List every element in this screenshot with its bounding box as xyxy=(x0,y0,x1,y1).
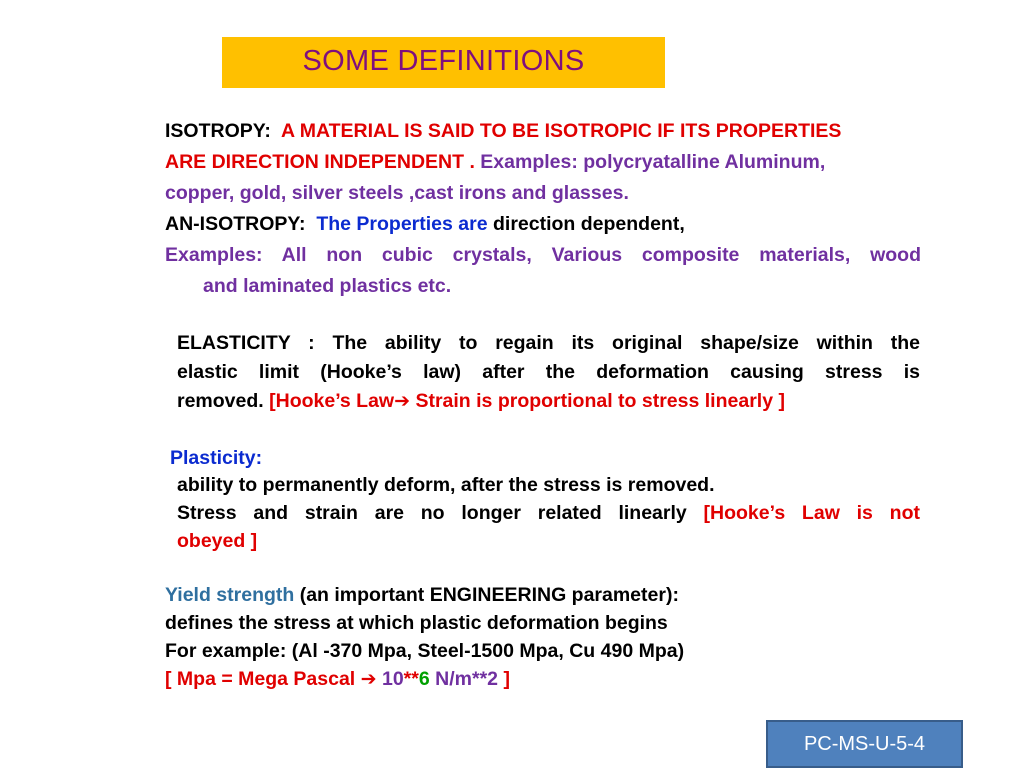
yield-line-1 xyxy=(165,581,925,609)
page-title: SOME DEFINITIONS xyxy=(302,45,585,77)
anisotropy-examples-cont: and laminated plastics etc. xyxy=(203,275,452,297)
mpa-definition-close: ] xyxy=(503,668,510,690)
slide-code-button[interactable] xyxy=(766,720,963,768)
anisotropy-term: AN-ISOTROPY: xyxy=(165,213,306,235)
yield-term-desc: (an important ENGINEERING parameter): xyxy=(299,584,679,606)
plasticity-hooke-note-cont: obeyed ] xyxy=(177,530,258,552)
isotropy-definition-cont: ARE DIRECTION INDEPENDENT . xyxy=(165,151,475,173)
elasticity-line-3 xyxy=(177,387,920,416)
right-arrow-icon: ➔ xyxy=(360,669,377,690)
plasticity-stress-strain: Stress and strain are no longer related linearly xyxy=(177,502,687,524)
power-operator: ** xyxy=(403,668,419,690)
plasticity-heading: Plasticity: xyxy=(170,447,263,469)
hookes-law-statement: Strain is proportional to stress linearly ] xyxy=(415,390,785,412)
hookes-law-label: [Hooke’s Law xyxy=(269,390,395,412)
isotropy-definition: A MATERIAL IS SAID TO BE ISOTROPIC IF ITS PROPERTIES xyxy=(280,120,842,142)
anisotropy-definition: The Properties are xyxy=(316,213,488,235)
plasticity-hooke-note: [Hooke’s Law is not xyxy=(703,502,920,524)
ten-base: 10 xyxy=(381,668,404,690)
exponent-six: 6 xyxy=(418,668,430,690)
anisotropy-line xyxy=(165,209,921,240)
isotropy-examples-cont: copper, gold, silver steels ,cast irons and glasses. xyxy=(165,182,629,204)
title-banner xyxy=(222,37,665,88)
hookes-law-note xyxy=(269,390,785,412)
elasticity-section xyxy=(177,329,920,416)
elasticity-line-2: elastic limit (Hooke’s law) after the deformation causing stress is xyxy=(177,361,920,383)
unit-n-per-m2: N/m**2 xyxy=(435,668,499,690)
anisotropy-examples: Examples: All non cubic crystals, Various composite materials, wood xyxy=(165,244,921,266)
isotropy-term: ISOTROPY: xyxy=(165,120,271,142)
isotropy-line-2 xyxy=(165,147,921,178)
elasticity-line-1: ELASTICITY : The ability to regain its original shape/size within the xyxy=(177,332,920,354)
slide-code-label: PC-MS-U-5-4 xyxy=(803,732,926,755)
isotropy-examples: Examples: polycryatalline Aluminum, xyxy=(480,151,826,173)
elasticity-removed: removed. xyxy=(177,390,264,412)
yield-section xyxy=(165,581,925,694)
yield-line-3: For example: (Al -370 Mpa, Steel-1500 Mpa, Cu 490 Mpa) xyxy=(165,640,685,662)
mpa-definition: [ Mpa = Mega Pascal xyxy=(165,668,356,690)
plasticity-section xyxy=(177,471,920,555)
yield-line-4 xyxy=(165,665,925,694)
isotropy-line-1 xyxy=(165,116,921,147)
yield-term: Yield strength xyxy=(165,584,295,606)
anisotropy-definition-cont: direction dependent, xyxy=(492,213,685,235)
plasticity-line-1: ability to permanently deform, after the stress is removed. xyxy=(177,474,715,496)
plasticity-line-2 xyxy=(177,499,920,527)
yield-line-2: defines the stress at which plastic deformation begins xyxy=(165,612,668,634)
isotropy-section xyxy=(165,116,921,302)
right-arrow-icon: ➔ xyxy=(394,391,411,412)
